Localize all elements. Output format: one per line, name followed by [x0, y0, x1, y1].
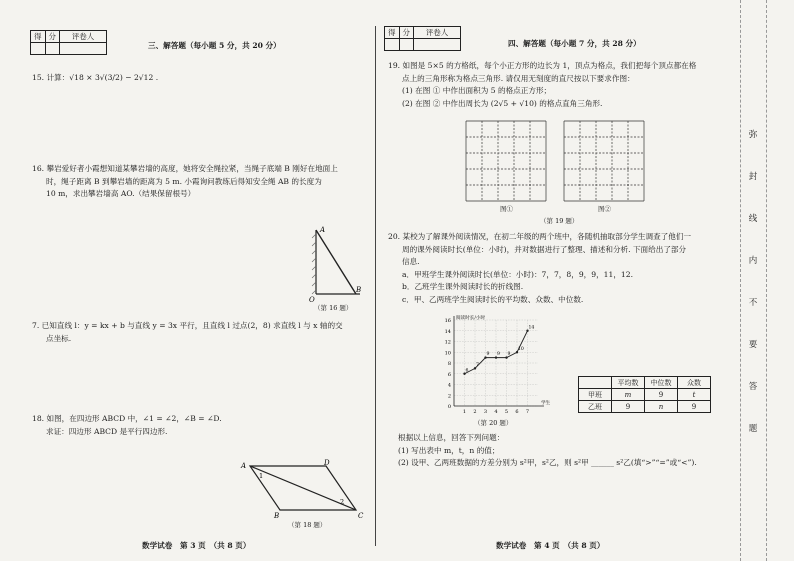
q19-line: 19. 如图是 5×5 的方格纸，每个小正方形的边长为 1，顶点为格点，我们把每个顶点都在格 [388, 61, 697, 70]
question-18 [32, 413, 222, 438]
footer-page-3: 数学试卷 第 3 页 （共 8 页） [142, 541, 251, 550]
stats-cell: t [678, 389, 711, 401]
chart-y-label: 阅读时长/小时 [456, 316, 486, 321]
score-box-left [30, 30, 107, 55]
question-20 [388, 231, 740, 306]
stats-cell: n [645, 401, 678, 413]
q16-line: 10 m，求出攀岩墙高 AO.（结果保留根号） [46, 189, 196, 198]
label-c: C [358, 512, 364, 520]
q19-grid-2[interactable] [563, 120, 645, 202]
score-cell[interactable] [31, 43, 46, 55]
q16-caption: （第 16 题） [314, 304, 353, 312]
q20-line: 信息. [402, 257, 420, 266]
chart-x-label: 学生 [541, 401, 550, 406]
q16-figure [298, 222, 370, 304]
label-a: A [320, 226, 326, 234]
y-tick-label: 4 [447, 382, 451, 389]
q20-line: b．乙班学生课外阅读时长的折线图. [402, 282, 524, 291]
score-cell[interactable] [45, 43, 60, 55]
binding-line [740, 0, 741, 561]
q19-fig2-label: 图② [598, 205, 611, 213]
score-header-grader: 评卷人 [414, 27, 461, 39]
q19-line: (1) 在图 ① 中作出面积为 5 的格点正方形； [402, 86, 552, 95]
score-header-de: 得 [385, 27, 400, 39]
x-tick-label: 3 [483, 409, 488, 415]
score-header-grader: 评卷人 [60, 31, 107, 43]
q20-followup-line: 根据以上信息，回答下列问题： [398, 433, 505, 442]
stats-header-mean: 平均数 [612, 377, 645, 389]
x-tick-label: 7 [525, 409, 530, 415]
q18-line: 18. 如图，在四边形 ABCD 中，∠1 = ∠2，∠B = ∠D. [32, 414, 222, 423]
label-a: A [241, 462, 247, 470]
binding-char: 封 [748, 172, 758, 182]
q19-caption: （第 19 题） [540, 217, 579, 225]
data-label: 10 [518, 346, 524, 352]
x-tick-label: 4 [494, 409, 498, 415]
label-o: O [309, 296, 315, 304]
label-d: D [324, 459, 330, 467]
score-header-fen: 分 [45, 31, 60, 43]
stats-cell: m [612, 389, 645, 401]
score-header-fen: 分 [399, 27, 414, 39]
x-tick-label: 2 [473, 409, 477, 415]
q20-line: c．甲、乙两班学生阅读时长的平均数、众数、中位数. [402, 294, 584, 304]
y-tick-label: 8 [447, 361, 451, 367]
stats-cell: 9 [678, 401, 711, 413]
grader-cell[interactable] [60, 43, 107, 55]
binding-char: 不 [748, 298, 758, 308]
y-tick-label: 6 [447, 371, 451, 378]
score-header-de: 得 [31, 31, 46, 43]
section-title-3: 三、解答题（每小题 5 分，共 20 分） [148, 41, 281, 50]
q20-followup [398, 432, 748, 470]
question-15: 15. 计算：√18 × 3√(3/2) − 2√12 . [32, 73, 159, 82]
q19-line: (2) 在图 ② 中作出周长为 (2√5 + √10) 的格点直角三角形. [402, 98, 603, 108]
q20-line-chart [438, 312, 550, 418]
stats-table [578, 376, 711, 413]
q17-line: 7. 已知直线 l：y = kx + b 与直线 y = 3x 平行，且直线 l 过点(2，8) 求直线 l 与 x 轴的交 [32, 321, 343, 330]
q20-line: 20. 某校为了解课外阅读情况，在初二年级的两个班中，各随机抽取部分学生调查了他们一 [388, 232, 692, 241]
binding-char: 题 [748, 424, 758, 434]
q20-caption: （第 20 题） [474, 419, 513, 427]
x-tick-label: 1 [462, 409, 467, 415]
binding-line [766, 0, 767, 561]
stats-header-median: 中位数 [645, 377, 678, 389]
data-label: 6 [465, 368, 469, 374]
score-cell[interactable] [385, 39, 400, 51]
question-17 [32, 320, 372, 345]
stats-header-mode: 众数 [678, 377, 711, 389]
q16-line: 16. 攀岩爱好者小霞想知道某攀岩墙的高度，她将安全绳拉紧，当绳子底端 B 刚好在地面上 [32, 164, 338, 173]
stats-row-label: 甲班 [579, 389, 612, 401]
data-label: 9 [486, 352, 490, 358]
y-tick-label: 0 [447, 404, 451, 410]
binding-char: 线 [748, 214, 758, 224]
label-b: B [356, 286, 362, 294]
q19-fig1-label: 图① [500, 205, 513, 213]
x-tick-label: 6 [515, 409, 519, 415]
binding-char: 弥 [748, 130, 758, 140]
binding-char: 答 [748, 382, 758, 392]
stats-cell: 9 [645, 389, 678, 401]
q17-line: 点坐标. [46, 333, 72, 343]
q18-figure [236, 458, 366, 520]
y-tick-label: 2 [447, 393, 451, 400]
stats-header-blank [579, 377, 612, 389]
q18-line: 求证：四边形 ABCD 是平行四边形. [46, 426, 168, 436]
stats-cell: 9 [612, 401, 645, 413]
q19-grid-1[interactable] [465, 120, 547, 202]
label-angle-1: 1 [259, 472, 264, 480]
score-box-right [384, 26, 461, 51]
y-tick-label: 14 [444, 328, 451, 335]
data-label: 9 [497, 352, 500, 358]
section-title-4: 四、解答题（每小题 7 分，共 28 分） [508, 39, 641, 48]
q20-followup-line: (1) 写出表中 m，t，n 的值； [398, 445, 500, 455]
page-divider [375, 26, 376, 546]
y-tick-label: 10 [444, 350, 451, 357]
footer-page-4: 数学试卷 第 4 页 （共 8 页） [496, 541, 605, 550]
binding-char: 内 [748, 256, 758, 266]
q20-line: 周的课外阅读时长(单位：小时)，并对数据进行了整理、描述和分析. 下面给出了部分 [402, 244, 687, 254]
q16-line: 时，绳子距离 B 到攀岩墙的距离为 5 m. 小霞询问教练后得知安全绳 AB 的长度为 [46, 176, 322, 186]
score-cell[interactable] [399, 39, 414, 51]
label-angle-2: 2 [340, 498, 345, 506]
stats-row-label: 乙班 [579, 401, 612, 413]
question-19 [388, 60, 738, 110]
y-tick-label: 12 [444, 339, 451, 346]
x-tick-label: 5 [504, 409, 509, 415]
binding-char: 要 [748, 340, 758, 350]
q19-line: 点上的三角形称为格点三角形. 请仅用无刻度的直尺按以下要求作图： [402, 73, 635, 83]
data-label: 9 [507, 352, 511, 358]
y-tick-label: 16 [444, 318, 451, 324]
grader-cell[interactable] [414, 39, 461, 51]
q18-caption: （第 18 题） [288, 521, 327, 529]
q20-followup-line: (2) 设甲、乙两班数据的方差分别为 s²甲，s²乙，则 s²甲 ______ s²乙(填“>”“=”或“<”). [398, 458, 697, 467]
question-16 [32, 163, 364, 201]
label-b: B [274, 512, 280, 520]
q20-line: a．甲班学生课外阅读时长(单位：小时)：7，7，8，9，9，11，12. [402, 269, 634, 279]
data-label: 14 [528, 325, 535, 331]
data-label: 7 [476, 362, 479, 368]
